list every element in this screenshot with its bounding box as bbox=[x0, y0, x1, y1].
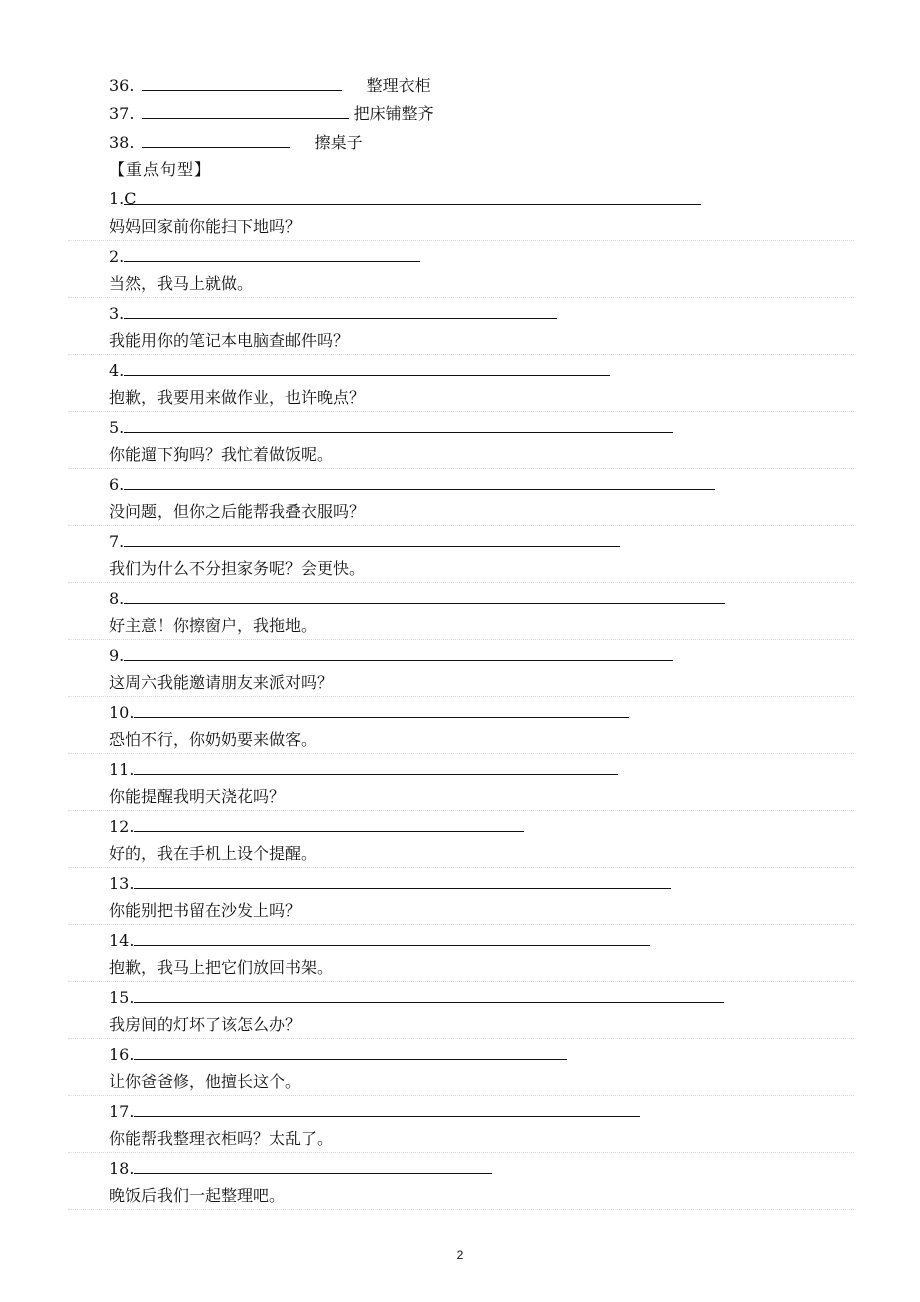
item-number: 6. bbox=[109, 475, 125, 494]
sentence-item bbox=[109, 301, 557, 325]
sentence-item bbox=[109, 985, 724, 1009]
divider bbox=[68, 525, 854, 526]
section-heading: 【重点句型】 bbox=[109, 160, 212, 179]
divider bbox=[68, 354, 854, 355]
item-number: 12. bbox=[109, 817, 135, 836]
divider bbox=[68, 981, 854, 982]
answer-blank[interactable] bbox=[142, 130, 290, 148]
sentence-prompt: 当然，我马上就做。 bbox=[109, 274, 254, 293]
sentence-item bbox=[109, 928, 650, 952]
sentence-item bbox=[109, 244, 420, 268]
sentence-prompt: 恐怕不行，你奶奶要来做客。 bbox=[109, 730, 318, 749]
sentence-prompt: 这周六我能邀请朋友来派对吗？ bbox=[109, 673, 334, 692]
sentence-item bbox=[109, 700, 629, 724]
divider bbox=[68, 240, 854, 241]
divider bbox=[68, 639, 854, 640]
answer-blank[interactable] bbox=[124, 529, 620, 547]
sentence-prompt: 你能提醒我明天浇花吗？ bbox=[109, 787, 286, 806]
answer-blank[interactable] bbox=[134, 871, 671, 889]
sentence-prompt: 我房间的灯坏了该怎么办？ bbox=[109, 1015, 302, 1034]
chinese-prompt: 擦桌子 bbox=[314, 133, 363, 152]
sentence-prompt: 抱歉，我要用来做作业，也许晚点？ bbox=[109, 388, 366, 407]
sentence-item bbox=[109, 415, 673, 439]
answer-blank[interactable] bbox=[134, 1042, 567, 1060]
divider bbox=[68, 753, 854, 754]
item-number: 15. bbox=[109, 988, 135, 1007]
vocab-item bbox=[109, 73, 431, 97]
answer-blank[interactable] bbox=[124, 472, 715, 490]
sentence-item bbox=[109, 871, 671, 895]
chinese-prompt: 整理衣柜 bbox=[366, 76, 431, 95]
answer-blank[interactable] bbox=[134, 928, 650, 946]
sentence-prompt: 你能别把书留在沙发上吗？ bbox=[109, 901, 302, 920]
answer-blank[interactable] bbox=[124, 415, 673, 433]
sentence-item bbox=[109, 358, 610, 382]
answer-blank[interactable] bbox=[142, 73, 342, 91]
sentence-item bbox=[109, 187, 701, 211]
divider bbox=[68, 297, 854, 298]
item-number: 17. bbox=[109, 1102, 135, 1121]
answer-blank[interactable] bbox=[134, 1099, 640, 1117]
divider bbox=[68, 1038, 854, 1039]
vocab-item bbox=[109, 130, 363, 154]
divider bbox=[68, 810, 854, 811]
divider bbox=[68, 924, 854, 925]
sentence-item bbox=[109, 529, 620, 553]
sentence-item bbox=[109, 1099, 640, 1123]
sentence-item bbox=[109, 643, 673, 667]
divider bbox=[68, 1209, 854, 1210]
answer-blank[interactable] bbox=[134, 700, 629, 718]
item-number: 9. bbox=[109, 646, 125, 665]
answer-blank[interactable] bbox=[142, 101, 349, 119]
item-number: 5. bbox=[109, 418, 125, 437]
sentence-prompt: 晚饭后我们一起整理吧。 bbox=[109, 1186, 286, 1205]
item-number: 8. bbox=[109, 589, 125, 608]
divider bbox=[68, 468, 854, 469]
item-number: 11. bbox=[109, 760, 135, 779]
item-number: 10. bbox=[109, 703, 135, 722]
answer-blank[interactable] bbox=[124, 244, 420, 262]
divider bbox=[68, 867, 854, 868]
answer-blank[interactable] bbox=[134, 757, 618, 775]
page-number: 2 bbox=[456, 1248, 464, 1262]
divider bbox=[68, 1152, 854, 1153]
sentence-item bbox=[109, 757, 618, 781]
answer-blank[interactable]: C bbox=[124, 187, 701, 205]
item-number: 4. bbox=[109, 361, 125, 380]
sentence-item bbox=[109, 586, 725, 610]
sentence-item bbox=[109, 472, 715, 496]
sentence-prompt: 好的，我在手机上设个提醒。 bbox=[109, 844, 318, 863]
divider bbox=[68, 1095, 854, 1096]
sentence-prompt: 妈妈回家前你能扫下地吗？ bbox=[109, 217, 302, 236]
sentence-prompt: 让你爸爸修，他擅长这个。 bbox=[109, 1072, 302, 1091]
sentence-prompt: 我能用你的笔记本电脑查邮件吗？ bbox=[109, 331, 350, 350]
sentence-prompt: 我们为什么不分担家务呢？会更快。 bbox=[109, 559, 366, 578]
chinese-prompt: 把床铺整齐 bbox=[353, 104, 434, 123]
item-number: 16. bbox=[109, 1045, 135, 1064]
item-number: 13. bbox=[109, 874, 135, 893]
sentence-item bbox=[109, 814, 524, 838]
divider bbox=[68, 411, 854, 412]
sentence-prompt: 你能帮我整理衣柜吗？太乱了。 bbox=[109, 1129, 334, 1148]
sentence-prompt: 没问题，但你之后能帮我叠衣服吗？ bbox=[109, 502, 366, 521]
item-number: 7. bbox=[109, 532, 125, 551]
sentence-prompt: 你能遛下狗吗？我忙着做饭呢。 bbox=[109, 445, 334, 464]
sentence-item bbox=[109, 1042, 567, 1066]
item-number: 2. bbox=[109, 247, 125, 266]
answer-blank[interactable] bbox=[134, 814, 524, 832]
sentence-prompt: 好主意！你擦窗户，我拖地。 bbox=[109, 616, 318, 635]
sentence-prompt: 抱歉，我马上把它们放回书架。 bbox=[109, 958, 334, 977]
item-number: 3. bbox=[109, 304, 125, 323]
item-number: 37. bbox=[109, 104, 135, 123]
answer-blank[interactable] bbox=[134, 1156, 492, 1174]
divider bbox=[68, 696, 854, 697]
answer-blank[interactable] bbox=[124, 643, 673, 661]
item-number: 36. bbox=[109, 76, 135, 95]
sentence-item bbox=[109, 1156, 492, 1180]
answer-blank[interactable] bbox=[124, 586, 725, 604]
item-number: 1. bbox=[109, 189, 125, 208]
item-number: 38. bbox=[109, 133, 135, 152]
answer-blank[interactable] bbox=[124, 358, 610, 376]
item-number: 18. bbox=[109, 1159, 135, 1178]
item-number: 14. bbox=[109, 931, 135, 950]
vocab-item bbox=[109, 101, 434, 125]
divider bbox=[68, 582, 854, 583]
answer-blank[interactable] bbox=[124, 301, 557, 319]
answer-blank[interactable] bbox=[134, 985, 724, 1003]
